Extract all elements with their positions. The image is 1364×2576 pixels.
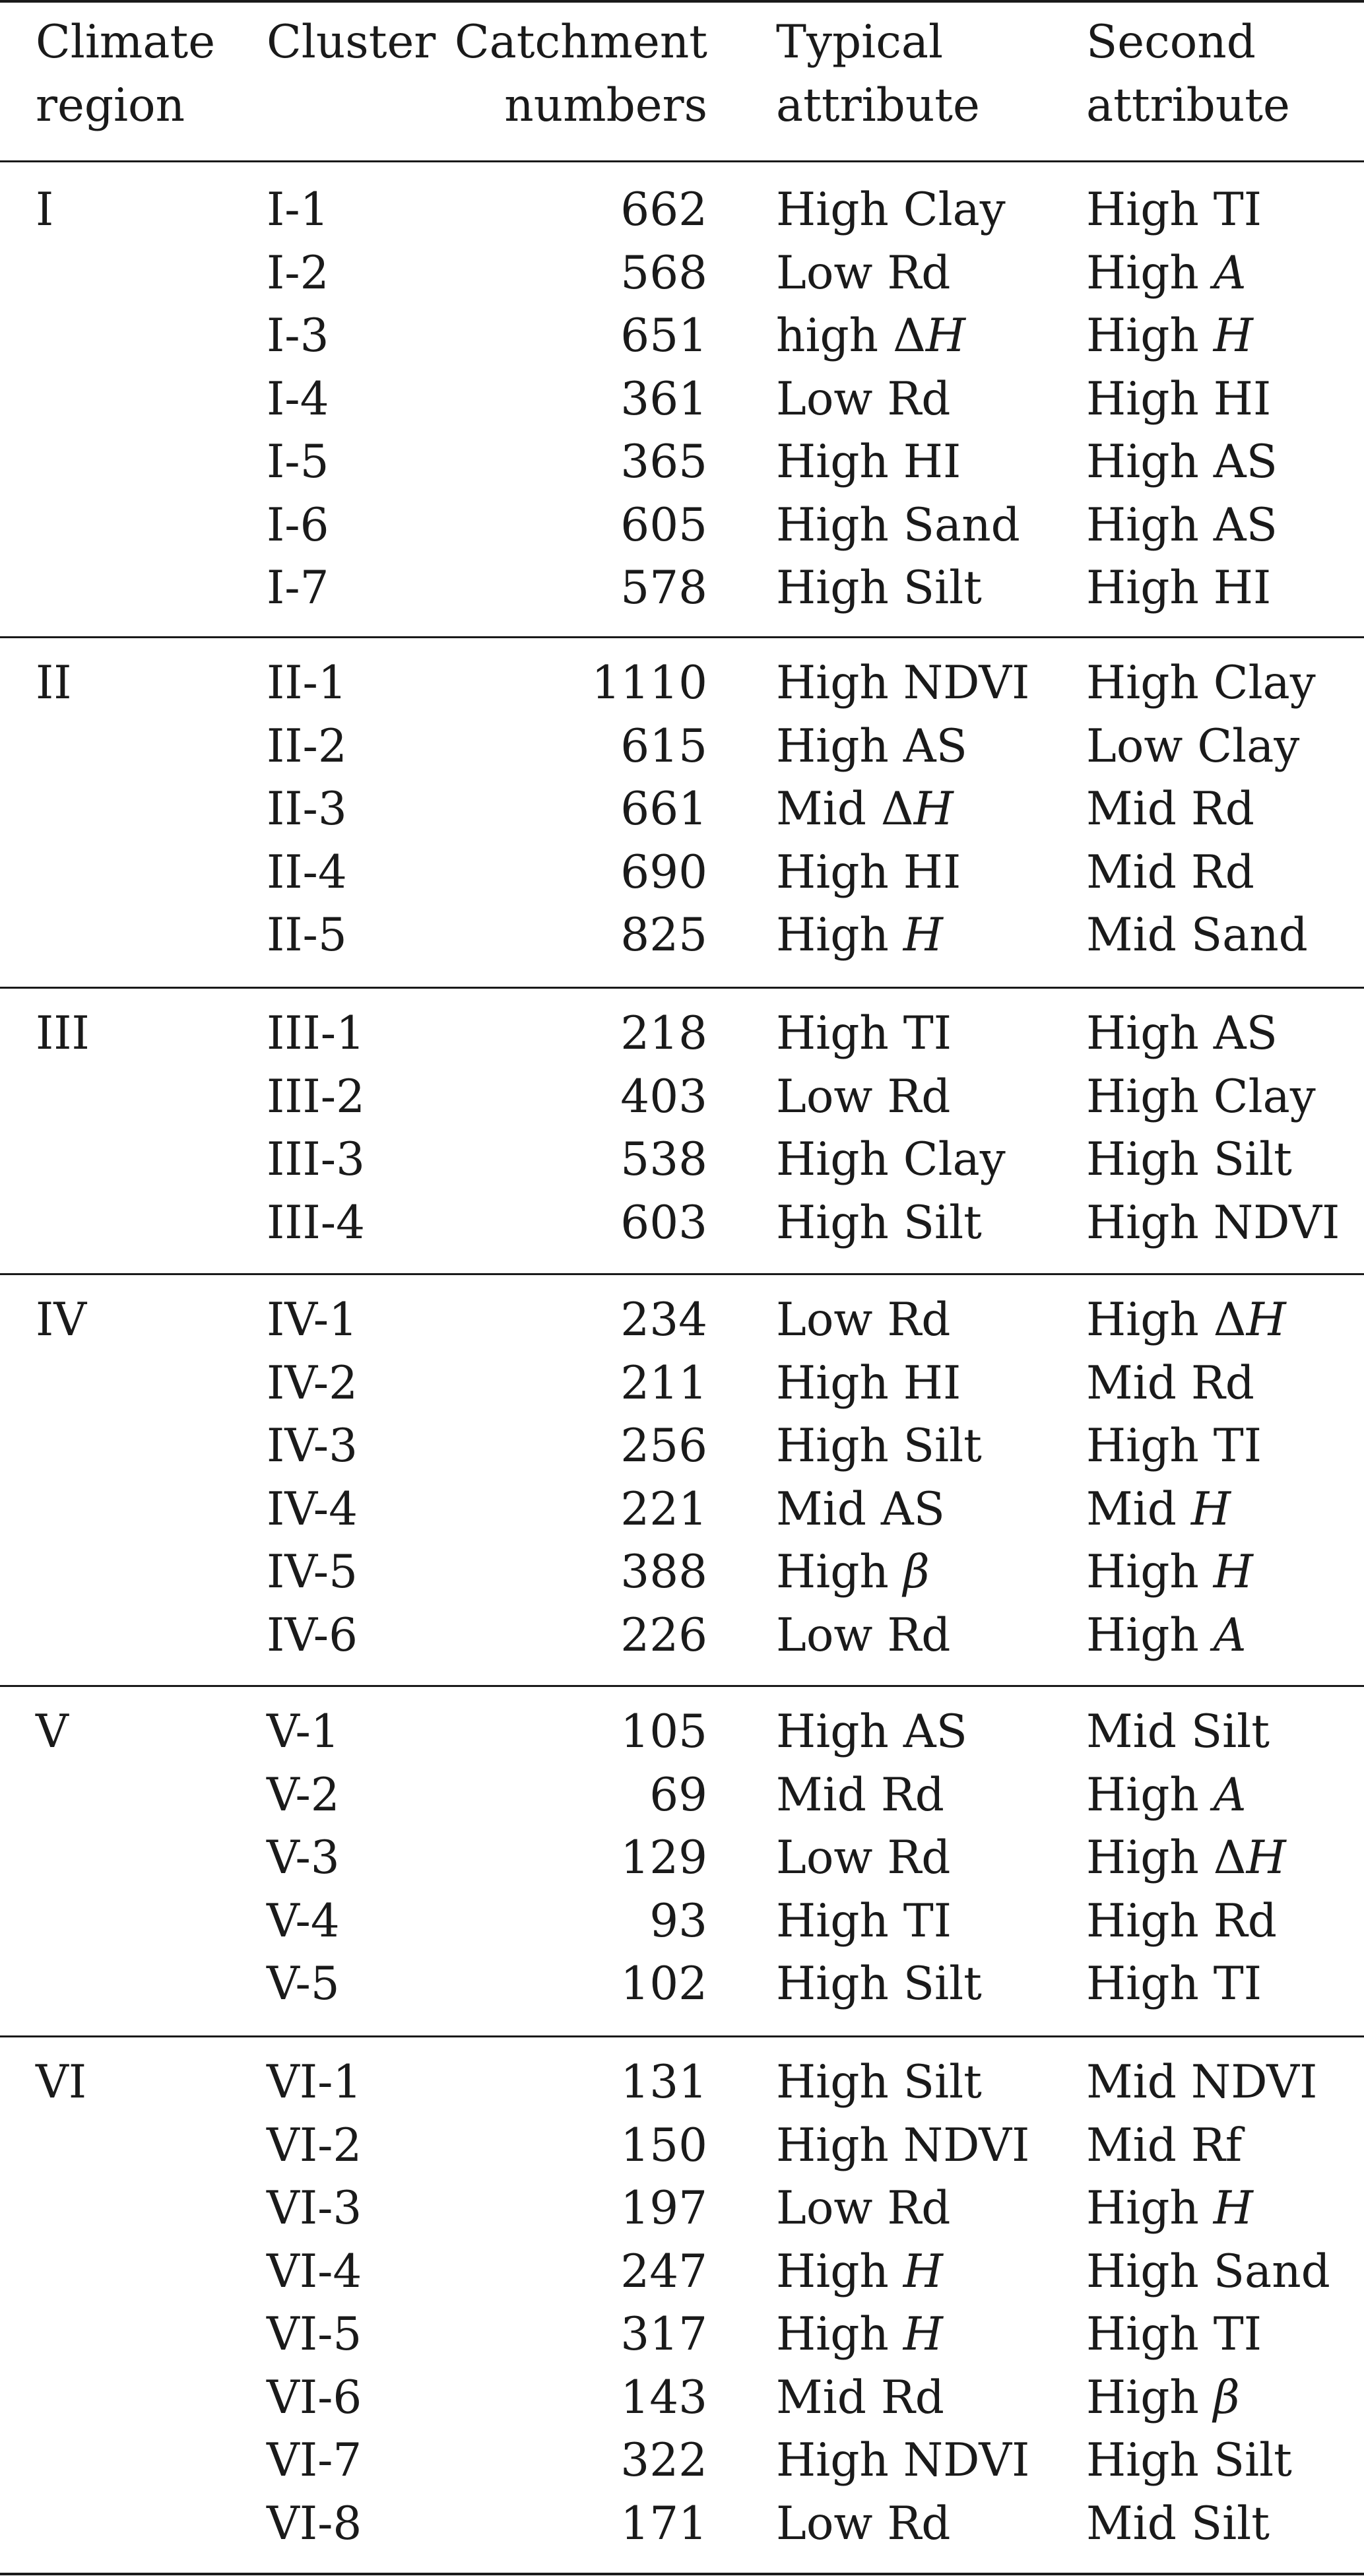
catchment-count: 661: [620, 783, 707, 836]
catchment-count: 578: [620, 562, 707, 614]
typical-attribute: [776, 904, 943, 967]
typical-attribute: [776, 1952, 982, 2016]
typical-attribute: [776, 368, 950, 431]
cluster-id: V-1: [267, 1705, 340, 1758]
math-symbol: H: [913, 783, 954, 836]
typical-attribute: [776, 1478, 945, 1541]
second-attribute: [1086, 556, 1271, 620]
catchment-count: 322: [620, 2434, 707, 2487]
catchment-count: 403: [620, 1071, 707, 1123]
cluster-id: V-5: [267, 1958, 340, 2010]
header-typical-attribute: [776, 11, 980, 137]
second-attribute: [1086, 1288, 1286, 1352]
math-symbol: A: [1213, 247, 1247, 300]
attribute-text: Mid Rd: [776, 1769, 944, 1822]
attribute-text: High Clay: [1086, 1071, 1316, 1123]
typical-attribute: [776, 1826, 950, 1890]
attribute-text: Mid Silt: [1086, 2497, 1270, 2550]
typical-attribute: [776, 1288, 950, 1352]
math-symbol: H: [1246, 1832, 1286, 1884]
catchment-count: 615: [620, 720, 707, 773]
climate-region-label: VI: [36, 2056, 87, 2109]
cluster-id: V-2: [267, 1769, 340, 1822]
catchment-count: 256: [620, 1420, 707, 1472]
climate-region-label: III: [36, 1007, 90, 1060]
attribute-text: Low Rd: [776, 1071, 951, 1123]
math-symbol: β: [903, 1546, 930, 1599]
cluster-id: VI-4: [267, 2245, 362, 2298]
cluster-id: III-4: [267, 1197, 365, 1249]
math-symbol: H: [1246, 1294, 1286, 1346]
cluster-id: I-1: [267, 183, 329, 236]
attribute-text: High: [776, 1546, 903, 1599]
attribute-text: High: [1086, 1832, 1214, 1884]
second-attribute: [1086, 2366, 1240, 2429]
second-attribute: [1086, 1890, 1277, 1953]
header-catchment-numbers: [396, 11, 707, 137]
typical-attribute: [776, 1065, 950, 1129]
attribute-text: High NDVI: [776, 2119, 1030, 2172]
math-operator: Δ: [893, 310, 926, 362]
math-symbol: H: [1213, 310, 1253, 362]
catchment-count: 218: [620, 1007, 707, 1060]
second-attribute: [1086, 1478, 1231, 1541]
cluster-id: V-4: [267, 1895, 340, 1948]
cluster-id: I-2: [267, 247, 329, 300]
cluster-id: VI-8: [267, 2497, 362, 2550]
catchment-count: 93: [649, 1895, 707, 1948]
math-symbol: β: [1213, 2371, 1240, 2424]
attribute-text: High Clay: [776, 1133, 1006, 1186]
climate-region-label: IV: [36, 1294, 87, 1346]
second-attribute: [1086, 1191, 1340, 1255]
header-catchment-line2: numbers: [504, 79, 707, 132]
group-separator-rule: [0, 987, 1364, 989]
second-attribute: [1086, 1352, 1254, 1415]
catchment-count: 690: [620, 846, 707, 899]
second-attribute: [1086, 1604, 1247, 1667]
attribute-text: Low Rd: [776, 1832, 951, 1884]
cluster-id: I-7: [267, 562, 329, 614]
catchment-count: 197: [620, 2182, 707, 2235]
attribute-text: High AS: [776, 720, 967, 773]
second-attribute: [1086, 1128, 1292, 1191]
cluster-id: IV-6: [267, 1609, 358, 1662]
cluster-id: I-4: [267, 373, 329, 426]
top-rule: [0, 0, 1364, 3]
typical-attribute: [776, 178, 1006, 242]
typical-attribute: [776, 242, 950, 305]
attribute-text: High NDVI: [1086, 1197, 1340, 1249]
typical-attribute: [776, 2114, 1029, 2177]
second-attribute: [1086, 2051, 1317, 2114]
attribute-text: High Silt: [776, 1420, 982, 1472]
math-operator: Δ: [880, 783, 914, 836]
math-symbol: H: [1213, 2182, 1253, 2235]
cluster-id: II-4: [267, 846, 347, 899]
attribute-text: High Silt: [1086, 2434, 1292, 2487]
attribute-text: High TI: [1086, 183, 1262, 236]
cluster-id: VI-3: [267, 2182, 362, 2235]
cluster-id: I-5: [267, 436, 329, 488]
typical-attribute: [776, 556, 982, 620]
bottom-rule: [0, 2573, 1364, 2575]
attribute-text: high: [776, 310, 893, 362]
second-attribute: [1086, 2177, 1253, 2240]
attribute-text: Mid: [1086, 1483, 1191, 1536]
attribute-text: Mid Sand: [1086, 909, 1308, 962]
attribute-text: High: [1086, 247, 1214, 300]
math-operator: Δ: [1213, 1294, 1247, 1346]
typical-attribute: [776, 1540, 930, 1604]
attribute-text: High: [776, 2308, 903, 2361]
catchment-count: 150: [620, 2119, 707, 2172]
cluster-id: III-2: [267, 1071, 365, 1123]
second-attribute: [1086, 304, 1253, 368]
attribute-text: Mid NDVI: [1086, 2056, 1318, 2109]
attribute-text: Mid Rd: [1086, 783, 1254, 836]
header-rule: [0, 160, 1364, 162]
attribute-text: High TI: [1086, 2308, 1262, 2361]
attribute-text: High: [1086, 2182, 1214, 2235]
attribute-text: Low Rd: [776, 373, 951, 426]
cluster-id: VI-5: [267, 2308, 362, 2361]
typical-attribute: [776, 2303, 943, 2366]
typical-attribute: [776, 2492, 950, 2556]
second-attribute: [1086, 1952, 1262, 2016]
catchment-count: 102: [620, 1958, 707, 2010]
second-attribute: [1086, 651, 1316, 715]
catchment-count: 317: [620, 2308, 707, 2361]
math-symbol: A: [1213, 1769, 1247, 1822]
attribute-text: High: [1086, 310, 1214, 362]
attribute-text: High AS: [1086, 499, 1278, 552]
catchment-count: 131: [620, 2056, 707, 2109]
typical-attribute: [776, 1002, 952, 1065]
math-symbol: H: [1213, 1546, 1253, 1599]
cluster-id: I-6: [267, 499, 329, 552]
catchment-count: 605: [620, 499, 707, 552]
attribute-text: High HI: [776, 436, 961, 488]
math-operator: Δ: [1213, 1832, 1247, 1884]
catchment-count: 105: [620, 1705, 707, 1758]
cluster-id: VI-1: [267, 2056, 362, 2109]
typical-attribute: [776, 1191, 982, 1255]
attribute-text: High: [776, 2245, 903, 2298]
second-attribute: [1086, 494, 1278, 557]
catchment-count: 171: [620, 2497, 707, 2550]
catchment-count: 129: [620, 1832, 707, 1884]
typical-attribute: [776, 2177, 950, 2240]
cluster-id: I-3: [267, 310, 329, 362]
attribute-text: Low Rd: [776, 2497, 951, 2550]
attribute-text: High Clay: [776, 183, 1006, 236]
attribute-text: High HI: [1086, 562, 1272, 614]
cluster-id: VI-7: [267, 2434, 362, 2487]
group-separator-rule: [0, 636, 1364, 638]
typical-attribute: [776, 841, 961, 904]
attribute-text: High NDVI: [776, 657, 1030, 710]
header-cluster-line1: Cluster: [267, 16, 436, 69]
attribute-text: Low Clay: [1086, 720, 1300, 773]
second-attribute: [1086, 1065, 1316, 1129]
math-symbol: H: [1190, 1483, 1231, 1536]
cluster-id: VI-2: [267, 2119, 362, 2172]
header-typical-line1: Typical: [776, 16, 944, 69]
math-symbol: H: [925, 310, 966, 362]
second-attribute: [1086, 2492, 1270, 2556]
second-attribute: [1086, 1700, 1270, 1764]
typical-attribute: [776, 2366, 944, 2429]
second-attribute: [1086, 1002, 1278, 1065]
attribute-text: High Sand: [1086, 2245, 1330, 2298]
attribute-text: High AS: [776, 1705, 967, 1758]
second-attribute: [1086, 2303, 1262, 2366]
catchment-count: 651: [620, 310, 707, 362]
second-attribute: [1086, 2114, 1242, 2177]
catchment-count: 69: [649, 1769, 707, 1822]
cluster-id: III-3: [267, 1133, 365, 1186]
typical-attribute: [776, 2240, 943, 2303]
header-typical-line2: attribute: [776, 79, 980, 132]
typical-attribute: [776, 1128, 1006, 1191]
math-symbol: A: [1213, 1609, 1247, 1662]
cluster-id: II-5: [267, 909, 347, 962]
attribute-text: High AS: [1086, 436, 1278, 488]
attribute-text: High TI: [1086, 1958, 1262, 2010]
attribute-text: Low Rd: [776, 2182, 951, 2235]
cluster-id: III-1: [267, 1007, 365, 1060]
catchment-count: 603: [620, 1197, 707, 1249]
math-symbol: H: [903, 2308, 943, 2361]
cluster-id: IV-3: [267, 1420, 358, 1472]
group-separator-rule: [0, 2035, 1364, 2037]
second-attribute: [1086, 242, 1247, 305]
attribute-text: Low Rd: [776, 1294, 951, 1346]
cluster-id: VI-6: [267, 2371, 362, 2424]
header-second-line2: attribute: [1086, 79, 1290, 132]
catchment-count: 568: [620, 247, 707, 300]
attribute-text: High HI: [776, 1357, 961, 1410]
attribute-text: High Silt: [776, 2056, 982, 2109]
attribute-text: High: [1086, 1609, 1214, 1662]
cluster-id: V-3: [267, 1832, 340, 1884]
cluster-id: IV-1: [267, 1294, 358, 1346]
second-attribute: [1086, 178, 1262, 242]
attribute-text: High HI: [1086, 373, 1272, 426]
typical-attribute: [776, 2051, 982, 2114]
attribute-text: High Rd: [1086, 1895, 1277, 1948]
attribute-text: High: [1086, 1769, 1214, 1822]
climate-region-label: V: [36, 1705, 69, 1758]
typical-attribute: [776, 1352, 961, 1415]
header-second-line1: Second: [1086, 16, 1256, 69]
catchment-count: 1110: [591, 657, 707, 710]
typical-attribute: [776, 1604, 950, 1667]
catchment-count: 361: [620, 373, 707, 426]
math-symbol: H: [903, 909, 943, 962]
attribute-text: Mid Rd: [1086, 1357, 1254, 1410]
catchment-count: 221: [620, 1483, 707, 1536]
typical-attribute: [776, 2429, 1029, 2492]
attribute-text: High Silt: [776, 1197, 982, 1249]
second-attribute: [1086, 1414, 1262, 1478]
cluster-id: IV-4: [267, 1483, 358, 1536]
second-attribute: [1086, 777, 1254, 841]
second-attribute: [1086, 1540, 1253, 1604]
attribute-text: High: [1086, 2371, 1214, 2424]
attribute-text: High Silt: [776, 562, 982, 614]
attribute-text: High Sand: [776, 499, 1020, 552]
attribute-text: Low Rd: [776, 247, 951, 300]
second-attribute: [1086, 430, 1278, 494]
catchment-count: 226: [620, 1609, 707, 1662]
attribute-text: High AS: [1086, 1007, 1278, 1060]
typical-attribute: [776, 494, 1020, 557]
attribute-text: High HI: [776, 846, 961, 899]
typical-attribute: [776, 430, 961, 494]
catchment-count: 365: [620, 436, 707, 488]
second-attribute: [1086, 1826, 1286, 1890]
second-attribute: [1086, 2240, 1330, 2303]
typical-attribute: [776, 1890, 952, 1953]
group-separator-rule: [0, 1273, 1364, 1275]
attribute-text: High TI: [776, 1007, 952, 1060]
header-climate-region-line2: region: [36, 79, 185, 132]
climate-region-label: I: [36, 183, 54, 236]
catchment-count: 247: [620, 2245, 707, 2298]
cluster-id: II-3: [267, 783, 347, 836]
attribute-text: High: [1086, 1546, 1214, 1599]
cluster-id: IV-5: [267, 1546, 358, 1599]
second-attribute: [1086, 841, 1254, 904]
second-attribute: [1086, 368, 1271, 431]
catchment-count: 388: [620, 1546, 707, 1599]
second-attribute: [1086, 904, 1308, 967]
header-second-attribute: [1086, 11, 1290, 137]
typical-attribute: [776, 715, 967, 778]
attribute-text: Mid: [776, 783, 881, 836]
catchment-count: 143: [620, 2371, 707, 2424]
second-attribute: [1086, 1764, 1247, 1827]
climate-region-label: II: [36, 657, 72, 710]
cluster-id: II-2: [267, 720, 347, 773]
second-attribute: [1086, 715, 1299, 778]
catchment-count: 234: [620, 1294, 707, 1346]
attribute-text: High: [776, 909, 903, 962]
typical-attribute: [776, 1764, 944, 1827]
attribute-text: High: [1086, 1294, 1214, 1346]
attribute-text: Low Rd: [776, 1609, 951, 1662]
typical-attribute: [776, 304, 965, 368]
attribute-text: Mid Silt: [1086, 1705, 1270, 1758]
cluster-id: IV-2: [267, 1357, 358, 1410]
catchment-count: 825: [620, 909, 707, 962]
attribute-text: High Silt: [1086, 1133, 1292, 1186]
attribute-text: High NDVI: [776, 2434, 1030, 2487]
group-separator-rule: [0, 1685, 1364, 1687]
attribute-text: High Clay: [1086, 657, 1316, 710]
typical-attribute: [776, 777, 954, 841]
typical-attribute: [776, 1700, 967, 1764]
header-climate-region: [36, 11, 215, 137]
header-catchment-line1: Catchment: [454, 16, 707, 69]
catchment-count: 662: [620, 183, 707, 236]
catchment-count: 211: [620, 1357, 707, 1410]
attribute-text: Mid Rd: [776, 2371, 944, 2424]
cluster-id: II-1: [267, 657, 347, 710]
attribute-text: Mid Rf: [1086, 2119, 1243, 2172]
typical-attribute: [776, 1414, 982, 1478]
header-climate-region-line1: Climate: [36, 16, 216, 69]
attribute-text: High TI: [1086, 1420, 1262, 1472]
attribute-text: Mid AS: [776, 1483, 945, 1536]
attribute-text: High Silt: [776, 1958, 982, 2010]
typical-attribute: [776, 651, 1029, 715]
second-attribute: [1086, 2429, 1292, 2492]
math-symbol: H: [903, 2245, 943, 2298]
catchment-count: 538: [620, 1133, 707, 1186]
attribute-text: High TI: [776, 1895, 952, 1948]
attribute-text: Mid Rd: [1086, 846, 1254, 899]
